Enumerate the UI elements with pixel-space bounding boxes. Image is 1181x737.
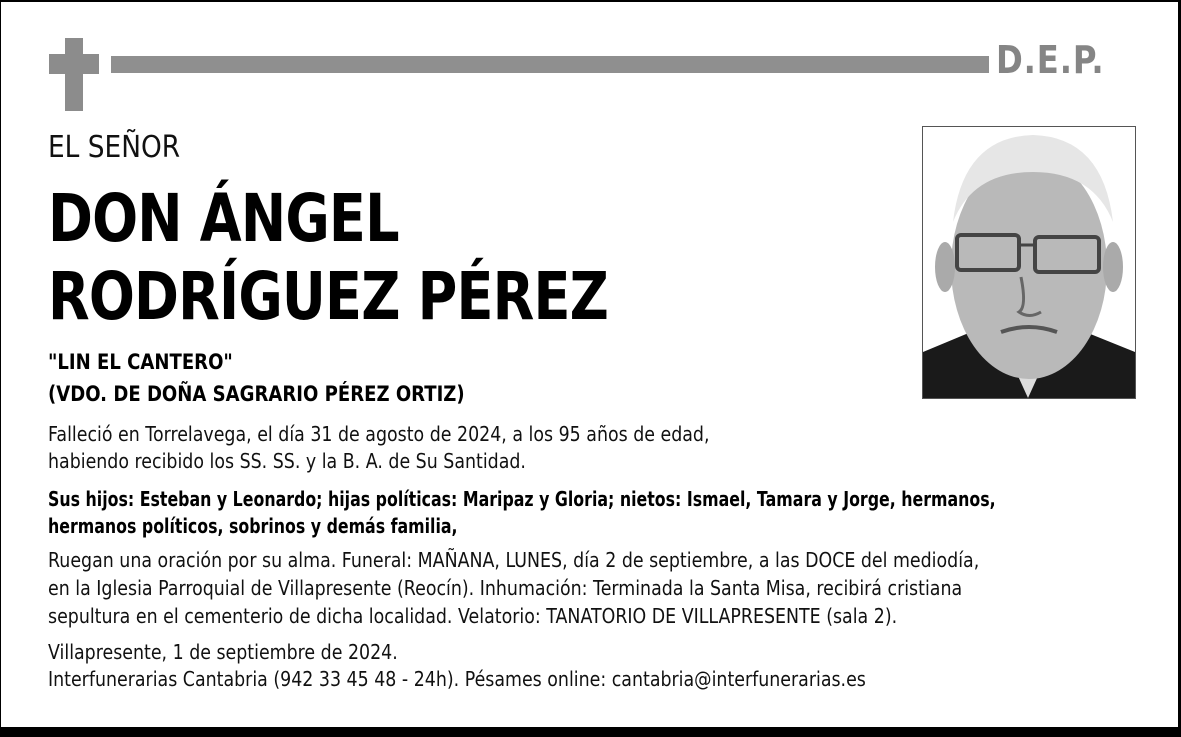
nickname: "LIN EL CANTERO" [48,350,233,374]
title: EL SEÑOR [48,130,181,165]
cross-icon-bar [49,54,99,74]
death-info-line: habiendo recibido los SS. SS. y la B. A. de Su Santidad. [48,449,526,473]
contact-info: Interfunerarias Cantabria (942 33 45 48 - 24h). Pésames online: cantabria@interfunerarias.es [48,667,866,691]
deceased-name-line-2: RODRÍGUEZ PÉREZ [48,258,609,335]
place-date: Villapresente, 1 de septiembre de 2024. [48,640,398,664]
funeral-line: sepultura en el cementerio de dicha localidad. Velatorio: TANATORIO DE VILLAPRESENTE (sala 2). [48,604,898,628]
funeral-line: Ruegan una oración por su alma. Funeral: MAÑANA, LUNES, día 2 de septiembre, a las DOCE del mediodía, [48,548,980,572]
deceased-name-line-1: DON ÁNGEL [48,180,399,257]
family-line: Sus hijos: Esteban y Leonardo; hijas políticas: Maripaz y Gloria; nietos: Ismael, Tamara y Jorge, hermanos, [48,487,996,511]
bottom-border [1,727,1178,737]
death-info-line: Falleció en Torrelavega, el día 31 de agosto de 2024, a los 95 años de edad, [48,422,710,446]
header-rule [111,56,989,73]
cross-icon [65,38,83,111]
portrait-photo [922,126,1136,399]
dep-label: D.E.P. [996,38,1105,82]
funeral-line: en la Iglesia Parroquial de Villapresente (Reocín). Inhumación: Terminada la Santa Misa, recibirá cristiana [48,576,963,600]
widower-of: (VDO. DE DOÑA SAGRARIO PÉREZ ORTIZ) [48,382,465,406]
family-line: hermanos políticos, sobrinos y demás familia, [48,514,458,538]
